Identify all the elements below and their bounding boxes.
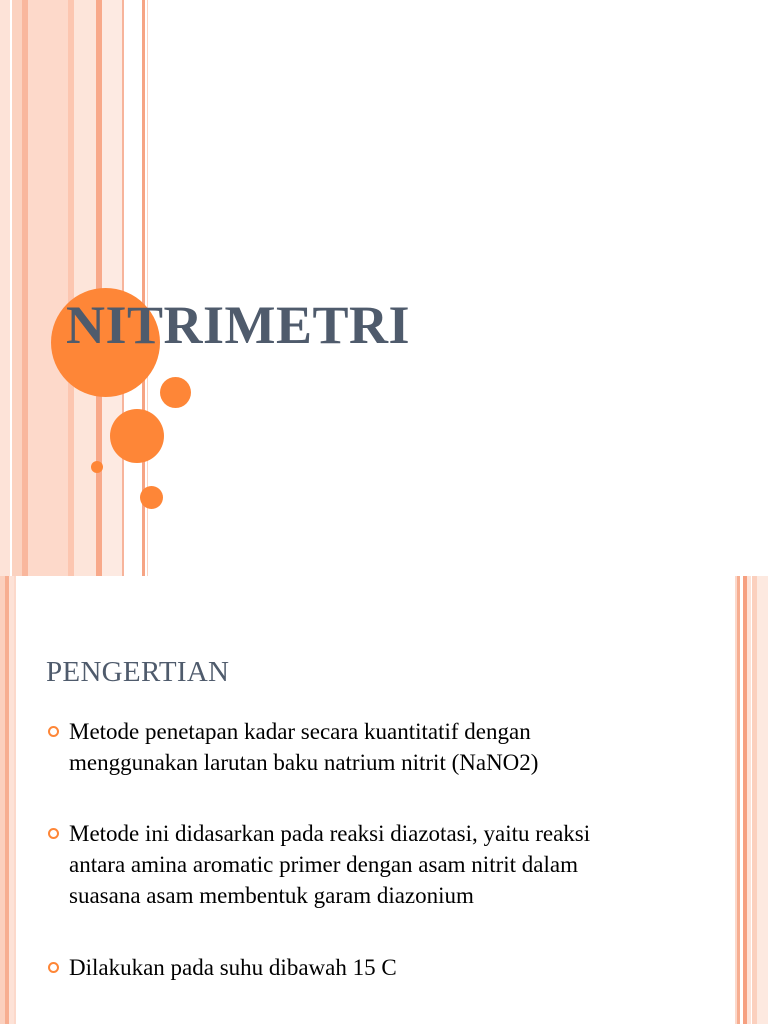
bullet-text-line: Metode ini didasarkan pada reaksi diazotasi, yaitu reaksi (69, 821, 591, 846)
decorative-stripe (757, 576, 768, 1024)
decorative-circle-medium (110, 409, 164, 463)
bullet-list (46, 716, 686, 983)
decorative-stripe (124, 0, 142, 576)
decorative-circle-tiny (91, 461, 103, 473)
ring-bullet-icon (48, 962, 59, 973)
content-slide (0, 576, 768, 1024)
bullet-text-line: Dilakukan pada suhu dibawah 15 C (69, 955, 397, 980)
bullet-item (46, 818, 686, 911)
decorative-stripe (28, 0, 68, 576)
bullet-item (46, 952, 686, 983)
decorative-stripe (74, 0, 96, 576)
bullet-text-line: antara amina aromatic primer dengan asam nitrit dalam (69, 852, 578, 877)
decorative-circle-medium (160, 377, 191, 408)
bullet-item (46, 716, 686, 778)
decorative-stripe (0, 0, 10, 576)
ring-bullet-icon (48, 726, 59, 737)
decorative-circle-small (140, 486, 163, 509)
slide-heading: PENGERTIAN (46, 656, 230, 688)
decorative-stripe (14, 576, 16, 1024)
bullet-text-line: Metode penetapan kadar secara kuantitatif dengan (69, 719, 531, 744)
ring-bullet-icon (48, 828, 59, 839)
slide-title: NITRIMETRI (66, 295, 411, 355)
bullet-text-line: menggunakan larutan baku natrium nitrit (NaNO2) (69, 750, 539, 775)
decorative-stripe (12, 0, 22, 576)
bullet-text-line: suasana asam membentuk garam diazonium (69, 883, 474, 908)
